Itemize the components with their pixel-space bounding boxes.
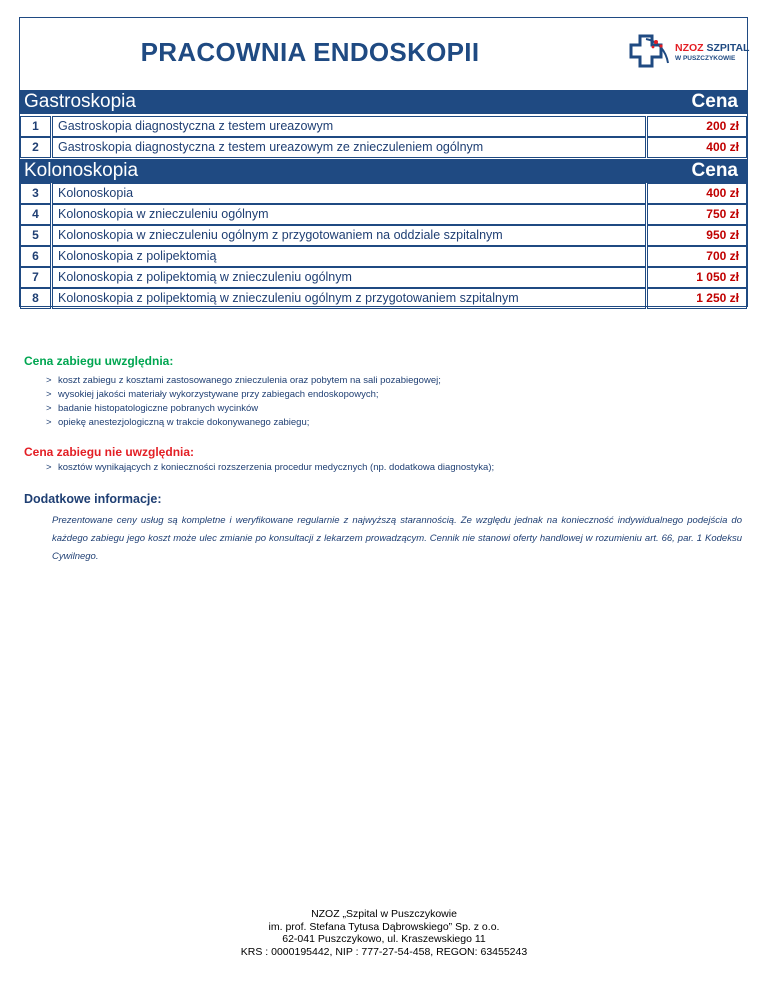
bullet-marker: > (46, 417, 52, 428)
section-header-gastroskopia (20, 90, 747, 114)
footer-line: NZOZ „Szpital w Puszczykowie (311, 908, 457, 920)
row-price: 950 zł (647, 225, 747, 246)
list-item: > kosztów wynikających z konieczności rozszerzenia procedur medycznych (np. dodatkowa diagnostyka); (46, 462, 495, 473)
footer (0, 908, 768, 958)
table-row (20, 137, 747, 158)
row-price: 400 zł (647, 137, 747, 158)
list-item: > koszt zabiegu z kosztami zastosowanego znieczulenia oraz pobytem na sali pozabiegowej; (46, 375, 441, 386)
table-row (20, 183, 747, 204)
includes-list (46, 374, 441, 430)
section-header-kolonoskopia (20, 159, 747, 183)
row-number: 4 (20, 204, 51, 225)
additional-heading: Dodatkowe informacje: (24, 492, 162, 506)
section-name: Kolonoskopia (24, 160, 139, 181)
bullet-marker: > (46, 403, 52, 414)
page-title: PRACOWNIA ENDOSKOPII (140, 37, 480, 67)
row-price: 750 zł (647, 204, 747, 225)
row-price: 400 zł (647, 183, 747, 204)
row-price: 200 zł (647, 116, 747, 137)
row-number: 1 (20, 116, 51, 137)
includes-heading: Cena zabiegu uwzględnia: (24, 354, 174, 368)
row-description: Kolonoskopia z polipektomią w znieczuleniu ogólnym z przygotowaniem szpitalnym (52, 288, 646, 309)
row-number: 8 (20, 288, 51, 309)
table-row (20, 288, 747, 309)
table-row (20, 267, 747, 288)
excludes-list (46, 461, 494, 475)
row-description: Kolonoskopia w znieczuleniu ogólnym (52, 204, 646, 225)
logo-szpital: SZPITAL (706, 42, 750, 54)
row-number: 7 (20, 267, 51, 288)
list-item: > wysokiej jakości materiały wykorzystywane przy zabiegach endoskopowych; (46, 389, 379, 400)
row-number: 2 (20, 137, 51, 158)
footer-line: KRS : 0000195442, NIP : 777-27-54-458, REGON: 63455243 (240, 945, 528, 958)
bullet-marker: > (46, 462, 52, 473)
additional-text: Prezentowane ceny usług są kompletne i weryfikowane regularnie z najwyższą starannością. Ze względu jednak na konieczność indywidualnego podejścia do każdego zabiegu jego koszt może ulec zmianie po konsultacji z lekarzem prowadzącym. Cennik nie stanowi oferty handlowej w rozumieniu art. 66, par. 1 Kodeksu Cywilnego. (52, 515, 742, 562)
row-description: Kolonoskopia w znieczuleniu ogólnym z przygotowaniem na oddziale szpitalnym (52, 225, 646, 246)
bullet-marker: > (46, 375, 52, 386)
footer-line: im. prof. Stefana Tytusa Dąbrowskiego” Sp. z o.o. (268, 920, 500, 933)
list-item: > badanie histopatologiczne pobranych wycinków (46, 403, 259, 414)
table-row (20, 204, 747, 225)
logo-subtitle: W PUSZCZYKOWIE (675, 55, 736, 62)
row-description: Gastroskopia diagnostyczna z testem ureazowym (52, 116, 646, 137)
row-description: Gastroskopia diagnostyczna z testem ureazowym ze znieczuleniem ogólnym (52, 137, 646, 158)
row-price: 1 050 zł (647, 267, 747, 288)
row-description: Kolonoskopia z polipektomią w znieczuleniu ogólnym (52, 267, 646, 288)
cross-icon (626, 33, 672, 73)
table-row (20, 116, 747, 137)
table-row (20, 246, 747, 267)
hospital-logo (626, 33, 750, 73)
row-price: 1 250 zł (647, 288, 747, 309)
row-number: 5 (20, 225, 51, 246)
row-price: 700 zł (647, 246, 747, 267)
bullet-marker: > (46, 389, 52, 400)
excludes-heading: Cena zabiegu nie uwzględnia: (24, 445, 195, 459)
list-item: > opiekę anestezjologiczną w trakcie dokonywanego zabiegu; (46, 417, 310, 428)
section-name: Gastroskopia (24, 91, 136, 112)
section-price-header: Cena (691, 160, 738, 181)
table-row (20, 225, 747, 246)
footer-line: 62-041 Puszczykowo, ul. Kraszewskiego 11 (282, 933, 486, 945)
row-description: Kolonoskopia (52, 183, 646, 204)
section-price-header: Cena (691, 91, 738, 112)
row-number: 6 (20, 246, 51, 267)
row-description: Kolonoskopia z polipektomią (52, 246, 646, 267)
logo-nzoz: NZOZ (675, 42, 704, 54)
row-number: 3 (20, 183, 51, 204)
